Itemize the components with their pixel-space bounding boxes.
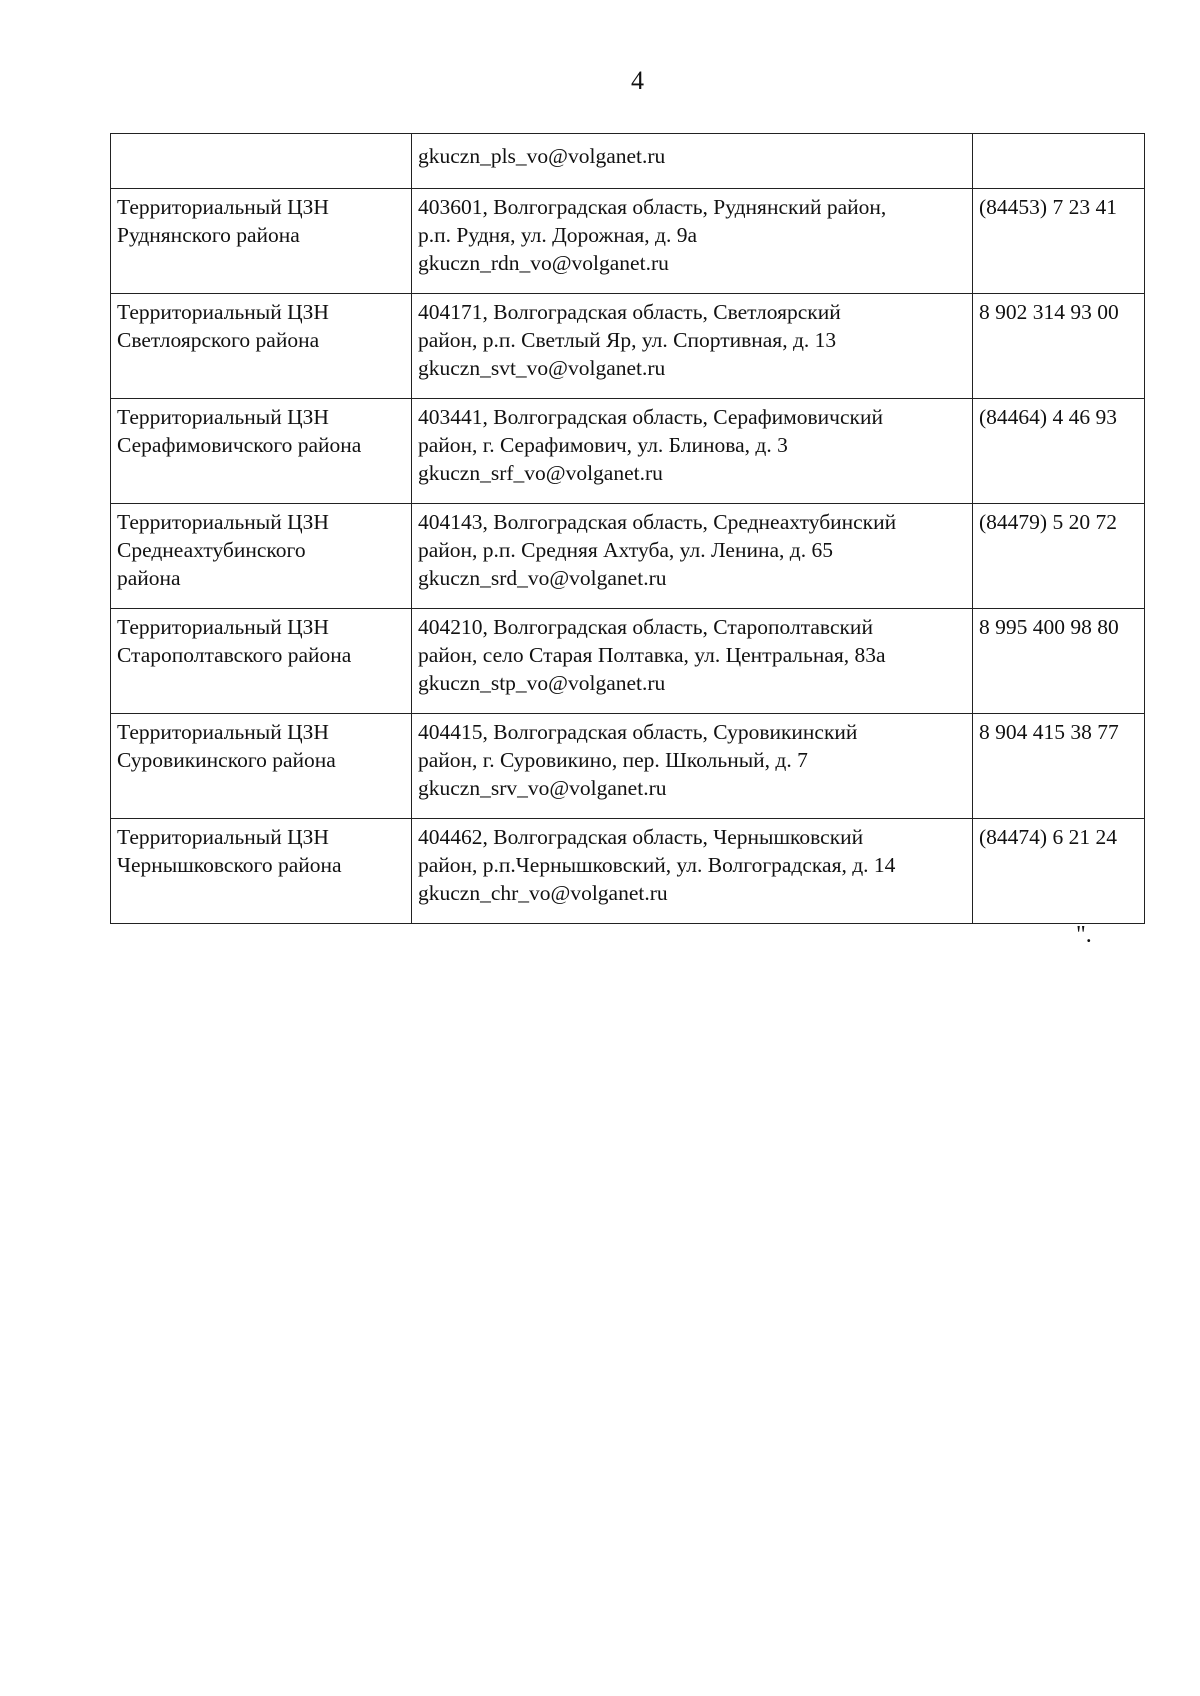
center-name-line: Серафимовичского района: [117, 433, 362, 457]
center-name-cell: [111, 399, 412, 504]
email-text: gkuczn_srv_vo@volganet.ru: [418, 776, 667, 800]
address-cell: [412, 399, 973, 504]
address-cell: [412, 819, 973, 924]
address-line: район, г. Суровикино, пер. Школьный, д. 7: [418, 748, 808, 772]
table-row: [111, 504, 1145, 609]
address-cell: [412, 714, 973, 819]
address-line: район, р.п.Чернышковский, ул. Волгоградская, д. 14: [418, 853, 896, 877]
phone-cell: (84453) 7 23 41: [973, 189, 1145, 294]
address-line: р.п. Рудня, ул. Дорожная, д. 9а: [418, 223, 698, 247]
table-row: [111, 294, 1145, 399]
center-name-line: Руднянского района: [117, 223, 300, 247]
address-line: район, г. Серафимович, ул. Блинова, д. 3: [418, 433, 788, 457]
address-cell: [412, 609, 973, 714]
center-name-line: Территориальный ЦЗН: [117, 825, 329, 849]
address-line: 404210, Волгоградская область, Старополтавский: [418, 615, 873, 639]
email-text: gkuczn_svt_vo@volganet.ru: [418, 356, 666, 380]
table-row: [111, 609, 1145, 714]
employment-centers-table: [110, 133, 1145, 924]
center-name-line: Старополтавского района: [117, 643, 352, 667]
phone-cell: (84474) 6 21 24: [973, 819, 1145, 924]
address-line: 403441, Волгоградская область, Серафимовичский: [418, 405, 883, 429]
phone-cell: (84464) 4 46 93: [973, 399, 1145, 504]
table-row: [111, 134, 1145, 189]
table-row: [111, 189, 1145, 294]
center-name-cell: [111, 609, 412, 714]
phone-cell: 8 995 400 98 80: [973, 609, 1145, 714]
phone-cell: [973, 134, 1145, 189]
email-text: gkuczn_srf_vo@volganet.ru: [418, 461, 663, 485]
email-text: gkuczn_chr_vo@volganet.ru: [418, 881, 668, 905]
address-line: район, р.п. Светлый Яр, ул. Спортивная, д. 13: [418, 328, 837, 352]
table-row: [111, 399, 1145, 504]
center-name-line: Территориальный ЦЗН: [117, 615, 329, 639]
center-name-line: Территориальный ЦЗН: [117, 510, 329, 534]
email-text: gkuczn_pls_vo@volganet.ru: [418, 144, 666, 168]
center-name-line: Светлоярского района: [117, 328, 320, 352]
center-name-cell: [111, 294, 412, 399]
center-name-line: Среднеахтубинского: [117, 538, 306, 562]
address-line: 404171, Волгоградская область, Светлоярский: [418, 300, 841, 324]
page-number: 4: [631, 66, 644, 95]
center-name-line: Территориальный ЦЗН: [117, 405, 329, 429]
center-name-cell: [111, 714, 412, 819]
address-line: 404143, Волгоградская область, Среднеахтубинский: [418, 510, 897, 534]
center-name-line: района: [117, 566, 181, 590]
center-name-line: Территориальный ЦЗН: [117, 195, 329, 219]
phone-cell: 8 904 415 38 77: [973, 714, 1145, 819]
address-cell: [412, 189, 973, 294]
center-name-line: Территориальный ЦЗН: [117, 300, 329, 324]
table-row: [111, 714, 1145, 819]
address-cell: [412, 294, 973, 399]
email-text: gkuczn_srd_vo@volganet.ru: [418, 566, 667, 590]
center-name-cell: [111, 504, 412, 609]
center-name-line: Суровикинского района: [117, 748, 336, 772]
center-name-line: Территориальный ЦЗН: [117, 720, 329, 744]
address-cell: [412, 504, 973, 609]
address-line: 404415, Волгоградская область, Суровикинский: [418, 720, 858, 744]
center-name-cell: [111, 819, 412, 924]
email-text: gkuczn_stp_vo@volganet.ru: [418, 671, 666, 695]
address-line: 404462, Волгоградская область, Чернышковский: [418, 825, 864, 849]
address-line: район, р.п. Средняя Ахтуба, ул. Ленина, д. 65: [418, 538, 833, 562]
table-row: [111, 819, 1145, 924]
center-name-cell: [111, 134, 412, 189]
center-name-cell: [111, 189, 412, 294]
address-line: 403601, Волгоградская область, Руднянский район,: [418, 195, 887, 219]
address-line: район, село Старая Полтавка, ул. Центральная, 83а: [418, 643, 886, 667]
email-text: gkuczn_rdn_vo@volganet.ru: [418, 251, 669, 275]
closing-quote-mark: ".: [1076, 922, 1092, 948]
center-name-line: Чернышковского района: [117, 853, 342, 877]
phone-cell: 8 902 314 93 00: [973, 294, 1145, 399]
address-cell: [412, 134, 973, 189]
phone-cell: (84479) 5 20 72: [973, 504, 1145, 609]
